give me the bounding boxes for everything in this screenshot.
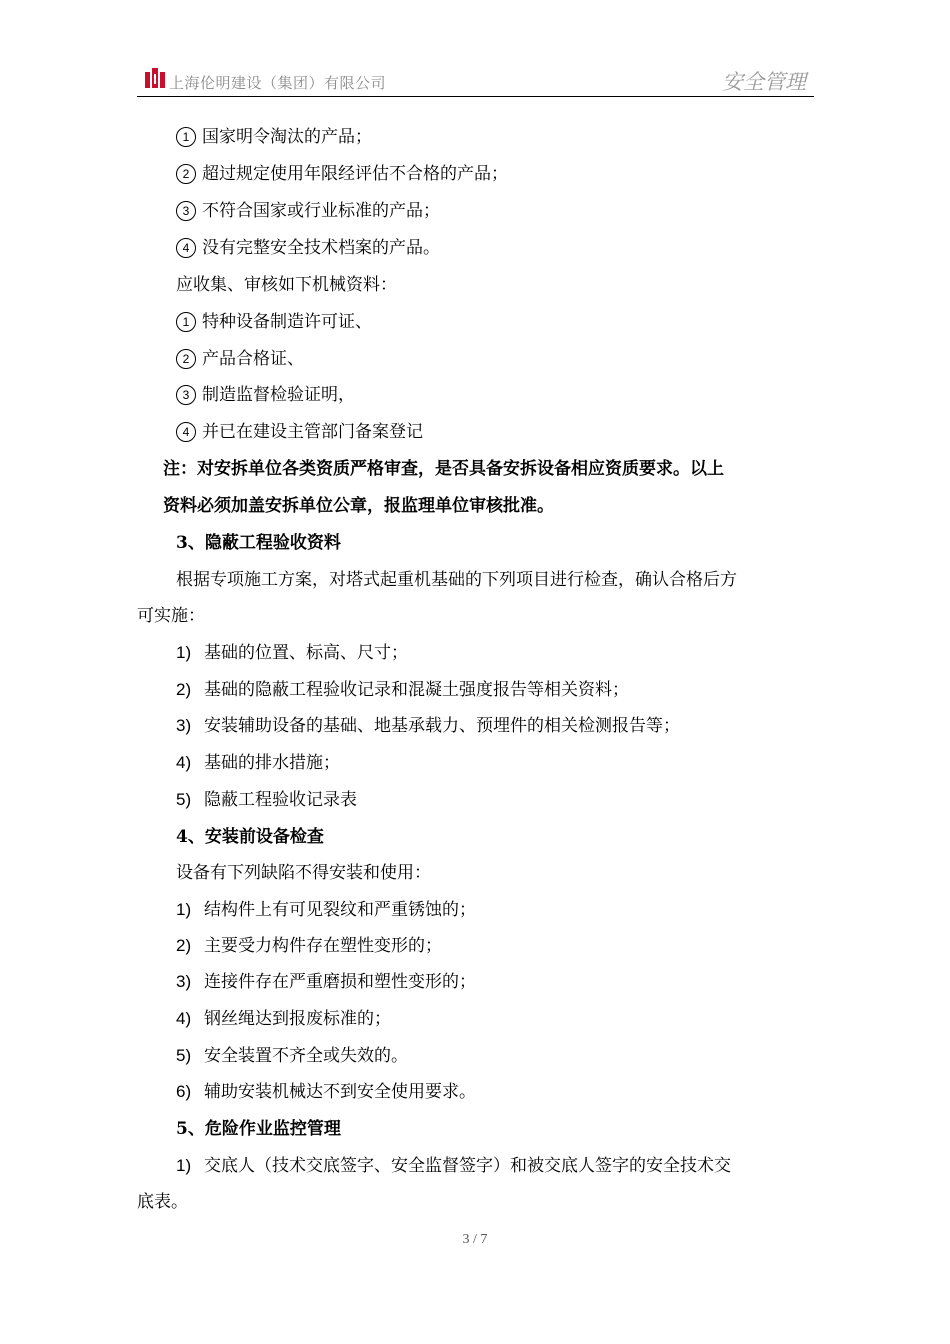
list-item-text: 并已在建设主管部门备案登记	[202, 422, 423, 442]
item-number: 1)	[176, 643, 192, 662]
circled-number: 2	[176, 164, 196, 184]
list-item-text: 辅助安装机械达不到安全使用要求。	[204, 1082, 476, 1102]
page-header	[137, 66, 814, 97]
list-item	[176, 751, 340, 775]
list-item-text: 国家明令淘汰的产品；	[202, 127, 372, 147]
list-item	[176, 678, 629, 702]
list-item-text: 交底人（技术交底签字、安全监督签字）和被交底人签字的安全技术交	[204, 1156, 731, 1176]
section-3-intro-line-1: 根据专项施工方案，对塔式起重机基础的下列项目进行检查，确认合格后方	[176, 570, 737, 590]
list-item	[176, 1080, 476, 1104]
list-item	[176, 714, 680, 738]
item-number: 2)	[176, 936, 192, 955]
list-item-text: 安装辅助设备的基础、地基承载力、预埋件的相关检测报告等；	[204, 716, 680, 736]
item-number: 3)	[176, 972, 192, 991]
list-item	[176, 347, 304, 371]
section-3-intro-line-2: 可实施：	[137, 606, 205, 626]
list-item	[176, 420, 423, 444]
note-line-2: 资料必须加盖安拆单位公章，报监理单位审核批准。	[163, 496, 554, 516]
list-item	[176, 199, 440, 223]
item-number: 3)	[176, 716, 192, 735]
list-item-text: 特种设备制造许可证、	[202, 312, 372, 332]
company-name: 上海伦明建设（集团）有限公司	[169, 74, 387, 92]
item-number: 4)	[176, 1009, 192, 1028]
list-item	[176, 1154, 731, 1178]
list-item	[176, 125, 372, 149]
header-section-title: 安全管理	[722, 70, 806, 94]
list-item-text: 超过规定使用年限经评估不合格的产品；	[202, 164, 508, 184]
list-item-text: 结构件上有可见裂纹和严重锈蚀的；	[204, 900, 476, 920]
list-item	[176, 934, 442, 958]
item-number: 2)	[176, 680, 192, 699]
section-5-title: 5、危险作业监控管理	[176, 1119, 341, 1139]
list-item	[176, 162, 508, 186]
item-number: 1)	[176, 1156, 192, 1175]
item-number: 6)	[176, 1082, 192, 1101]
list-item	[176, 310, 372, 334]
circled-number: 4	[176, 238, 196, 258]
circled-number: 3	[176, 201, 196, 221]
list-item-text: 不符合国家或行业标准的产品；	[202, 201, 440, 221]
list-item-text: 基础的位置、标高、尺寸；	[204, 643, 408, 663]
list-item	[176, 383, 355, 407]
list-item-text: 主要受力构件存在塑性变形的；	[204, 936, 442, 956]
list-item	[176, 1007, 391, 1031]
note-line-1: 注：对安拆单位各类资质严格审查，是否具备安拆设备相应资质要求。以上	[163, 459, 724, 479]
list-item	[176, 970, 476, 994]
list-item-text: 产品合格证、	[202, 349, 304, 369]
circled-number: 4	[176, 422, 196, 442]
list-item-continuation: 底表。	[137, 1192, 188, 1212]
list-item-text: 基础的排水措施；	[204, 753, 340, 773]
circled-number: 3	[176, 385, 196, 405]
list-item	[176, 236, 440, 260]
list-item-text: 钢丝绳达到报废标准的；	[204, 1009, 391, 1029]
item-number: 5)	[176, 790, 192, 809]
page-number: 3 / 7	[462, 1232, 488, 1247]
section-4-intro: 设备有下列缺陷不得安装和使用：	[176, 863, 431, 883]
list-item	[176, 788, 357, 812]
circled-number: 1	[176, 127, 196, 147]
item-number: 5)	[176, 1046, 192, 1065]
list-item	[176, 641, 408, 665]
circled-number: 2	[176, 349, 196, 369]
section-4-title: 4、安装前设备检查	[176, 827, 324, 847]
item-number: 1)	[176, 900, 192, 919]
list-item-text: 没有完整安全技术档案的产品。	[202, 238, 440, 258]
list-item-text: 安全装置不齐全或失效的。	[204, 1046, 408, 1066]
list-item-text: 隐蔽工程验收记录表	[204, 790, 357, 810]
collect-intro: 应收集、审核如下机械资料：	[176, 275, 397, 295]
item-number: 4)	[176, 753, 192, 772]
list-item	[176, 1044, 408, 1068]
list-item-text: 连接件存在严重磨损和塑性变形的；	[204, 972, 476, 992]
list-item-text: 基础的隐蔽工程验收记录和混凝土强度报告等相关资料；	[204, 680, 629, 700]
list-item-text: 制造监督检验证明，	[202, 385, 355, 405]
list-item	[176, 898, 476, 922]
circled-number: 1	[176, 312, 196, 332]
company-logo-icon	[145, 68, 167, 88]
section-3-title: 3、隐蔽工程验收资料	[176, 533, 341, 553]
